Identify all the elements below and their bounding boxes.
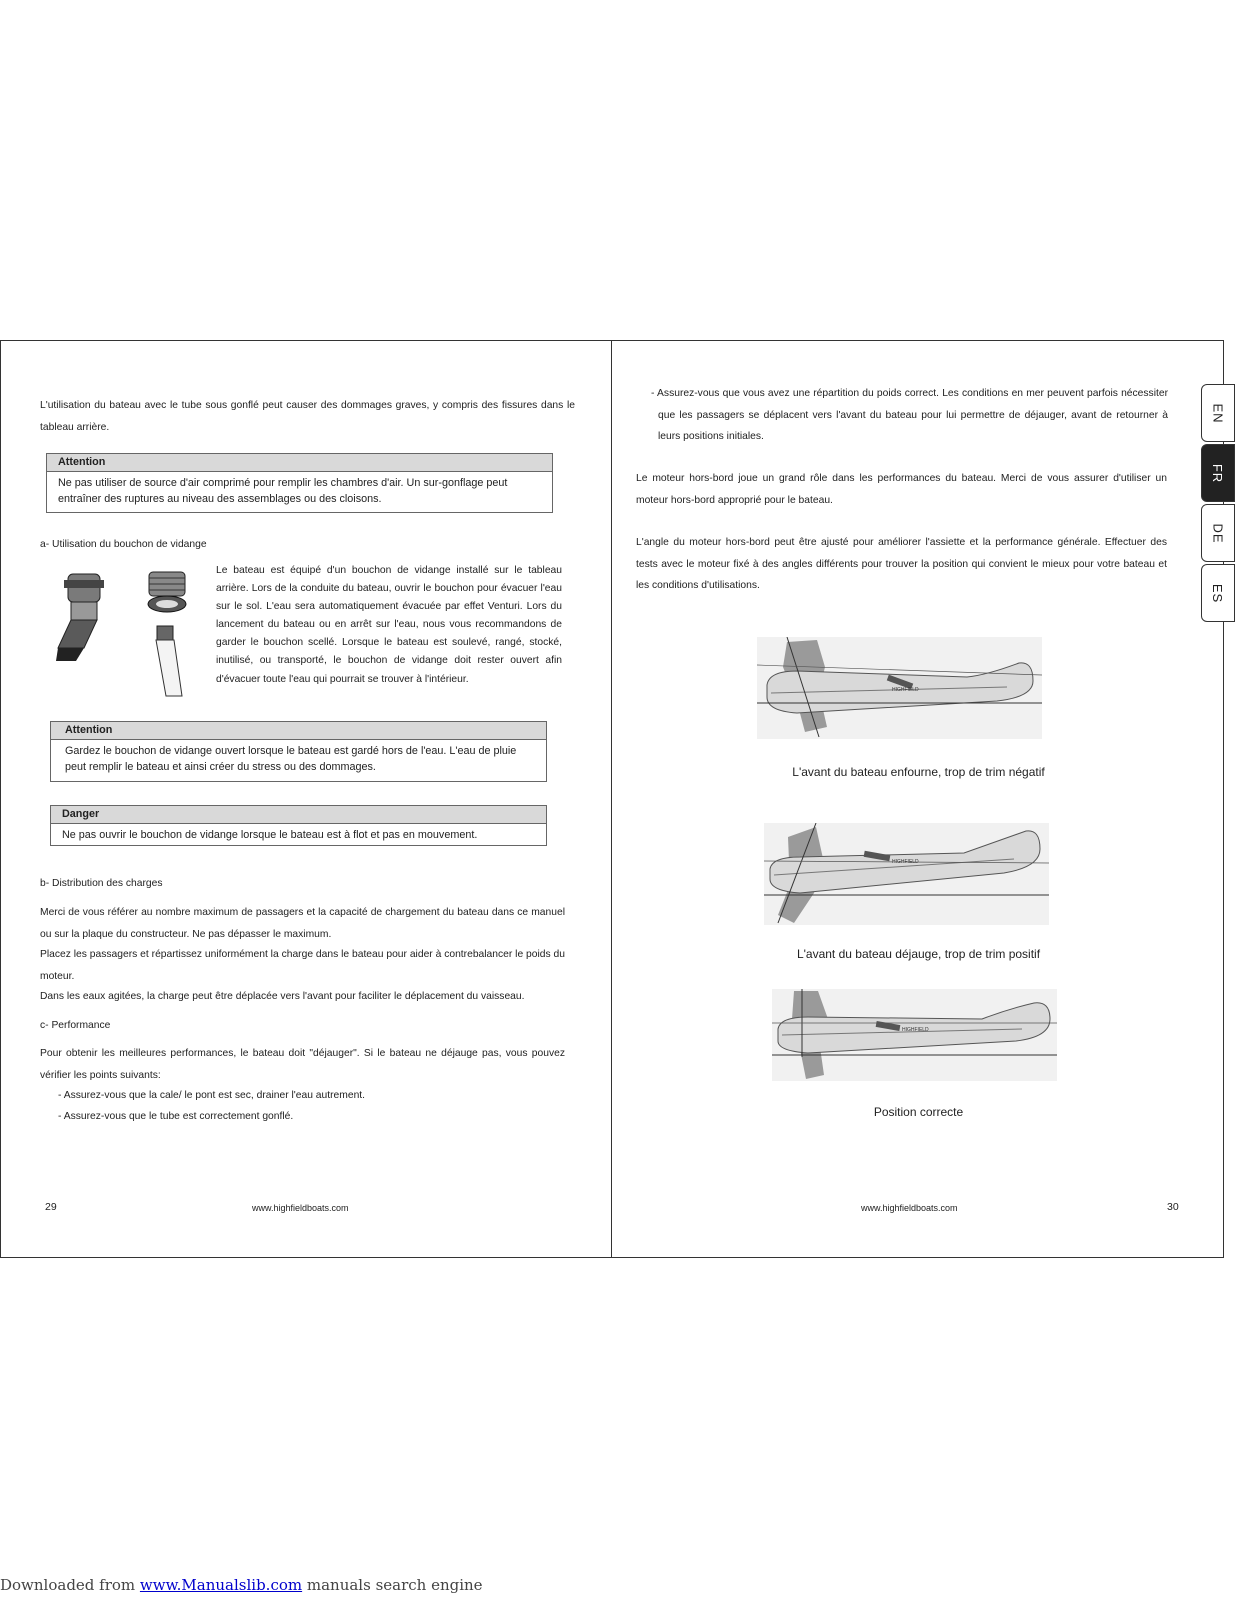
download-suffix: manuals search engine [302,1576,483,1594]
bullet-weight-distribution: - Assurez-vous que vous avez une répartition du poids correct. Les conditions en mer peuvent parfois nécessiter que les passagers se déplacent vers l'avant du bateau pour lui permettre de déjauger, avant de retourner à leurs positions initiales. [651,388,1168,442]
footer-url-right: www.highfieldboats.com [861,1203,958,1213]
tab-language-fr-label: FR [1210,463,1226,483]
section-b-paragraph-3: Dans les eaux agitées, la charge peut être déplacée vers l'avant pour faciliter le déplacement du vaisseau. [40,991,525,1002]
danger-box [50,805,547,846]
section-a-heading: a- Utilisation du bouchon de vidange [40,539,207,550]
boat-figure-negative-trim [757,637,1042,739]
tab-language-en[interactable] [1201,384,1235,442]
footer-url-left: www.highfieldboats.com [252,1203,349,1213]
caption-negative-trim: L'avant du bateau enfourne, trop de trim négatif [792,765,1045,779]
section-a-text: Le bateau est équipé d'un bouchon de vidange installé sur le tableau arrière. Lors de la conduite du bateau, ouvrir le bouchon pour évacuer l'eau sur le sol. L'eau sera automatiquement évacuée par effet Venturi. Lors du lancement du bateau ou en arrêt sur l'eau, nous vous recommandons de garder le bouchon scellé. Lorsque le bateau est soulevé, rangé, stocké, inutilisé, ou transporté, le bouchon de vidange doit rester ouvert afin d'évacuer toute l'eau qui pourrait se trouver à l'intérieur. [216,565,562,685]
tab-language-de[interactable] [1201,504,1235,562]
tab-language-es-label: ES [1210,583,1226,603]
intro-paragraph: L'utilisation du bateau avec le tube sous gonflé peut causer des dommages graves, y compris des fissures dans le tableau arrière. [40,400,575,433]
left-page [0,340,612,1258]
section-c-heading: c- Performance [40,1020,111,1031]
tab-language-fr[interactable] [1201,444,1235,502]
danger-box-text: Ne pas ouvrir le bouchon de vidange lorsque le bateau est à flot et pas en mouvement. [62,829,478,841]
section-b-paragraph-2: Placez les passagers et répartissez uniformément la charge dans le bateau pour aider à contrebalancer le poids du moteur. [40,949,565,982]
section-c-paragraph: Pour obtenir les meilleures performances, le bateau doit "déjauger". Si le bateau ne déjauge pas, vous pouvez vérifier les points suivants: [40,1048,565,1081]
attention-box-2-text: Gardez le bouchon de vidange ouvert lorsque le bateau est gardé hors de l'eau. L'eau de pluie peut remplir le bateau et ainsi créer du stress ou des dommages. [65,745,517,773]
page-number-right: 30 [1167,1201,1179,1213]
tab-language-en-label: EN [1210,402,1226,424]
paragraph-outboard-motor: Le moteur hors-bord joue un grand rôle dans les performances du bateau. Merci de vous assurer d'utiliser un moteur hors-bord approprié pour le bateau. [636,473,1167,506]
caption-correct-position: Position correcte [873,1105,964,1119]
attention-box-1 [46,453,553,513]
tab-language-de-label: DE [1210,522,1226,544]
attention-box-1-text: Ne pas utiliser de source d'air comprimé pour remplir les chambres d'air. Un sur-gonflage peut entraîner des ruptures au niveau des assemblages ou des cloisons. [58,477,508,505]
bullet-tube-inflated: - Assurez-vous que le tube est correctement gonflé. [58,1111,294,1122]
danger-box-title: Danger [51,806,546,824]
download-prefix: Downloaded from [0,1576,140,1594]
attention-box-2 [50,721,547,782]
caption-positive-trim: L'avant du bateau déjauge, trop de trim positif [796,947,1041,961]
boat-figure-positive-trim [764,823,1049,925]
download-notice [0,1576,483,1594]
section-b-heading: b- Distribution des charges [40,878,163,889]
bullet-dry-deck: - Assurez-vous que la cale/ le pont est sec, drainer l'eau autrement. [58,1090,366,1101]
paragraph-motor-angle: L'angle du moteur hors-bord peut être ajusté pour améliorer l'assiette et la performance générale. Effectuer des tests avec le moteur fixé à des angles différents pour trouver la position qui convient le mieux pour votre bateau et les conditions d'utilisations. [636,537,1167,591]
tab-language-es[interactable] [1201,564,1235,622]
drain-plug-closed [56,574,104,661]
attention-box-2-title: Attention [51,722,546,740]
manualslib-link[interactable]: www.Manualslib.com [139,1576,303,1594]
section-b-paragraph-1: Merci de vous référer au nombre maximum de passagers et la capacité de chargement du bateau dans ce manuel ou sur la plaque du constructeur. Ne pas dépasser le maximum. [40,907,565,940]
boat-figure-correct-position [772,989,1057,1081]
page-number-left: 29 [45,1201,57,1213]
right-page [611,340,1224,1258]
boat-brand-label-3: HIGHFIELD [902,1027,929,1033]
boat-brand-label-1: HIGHFIELD [892,687,919,693]
drain-plug-illustration [56,566,216,701]
drain-plug-open [148,572,186,696]
attention-box-1-title: Attention [47,454,552,472]
